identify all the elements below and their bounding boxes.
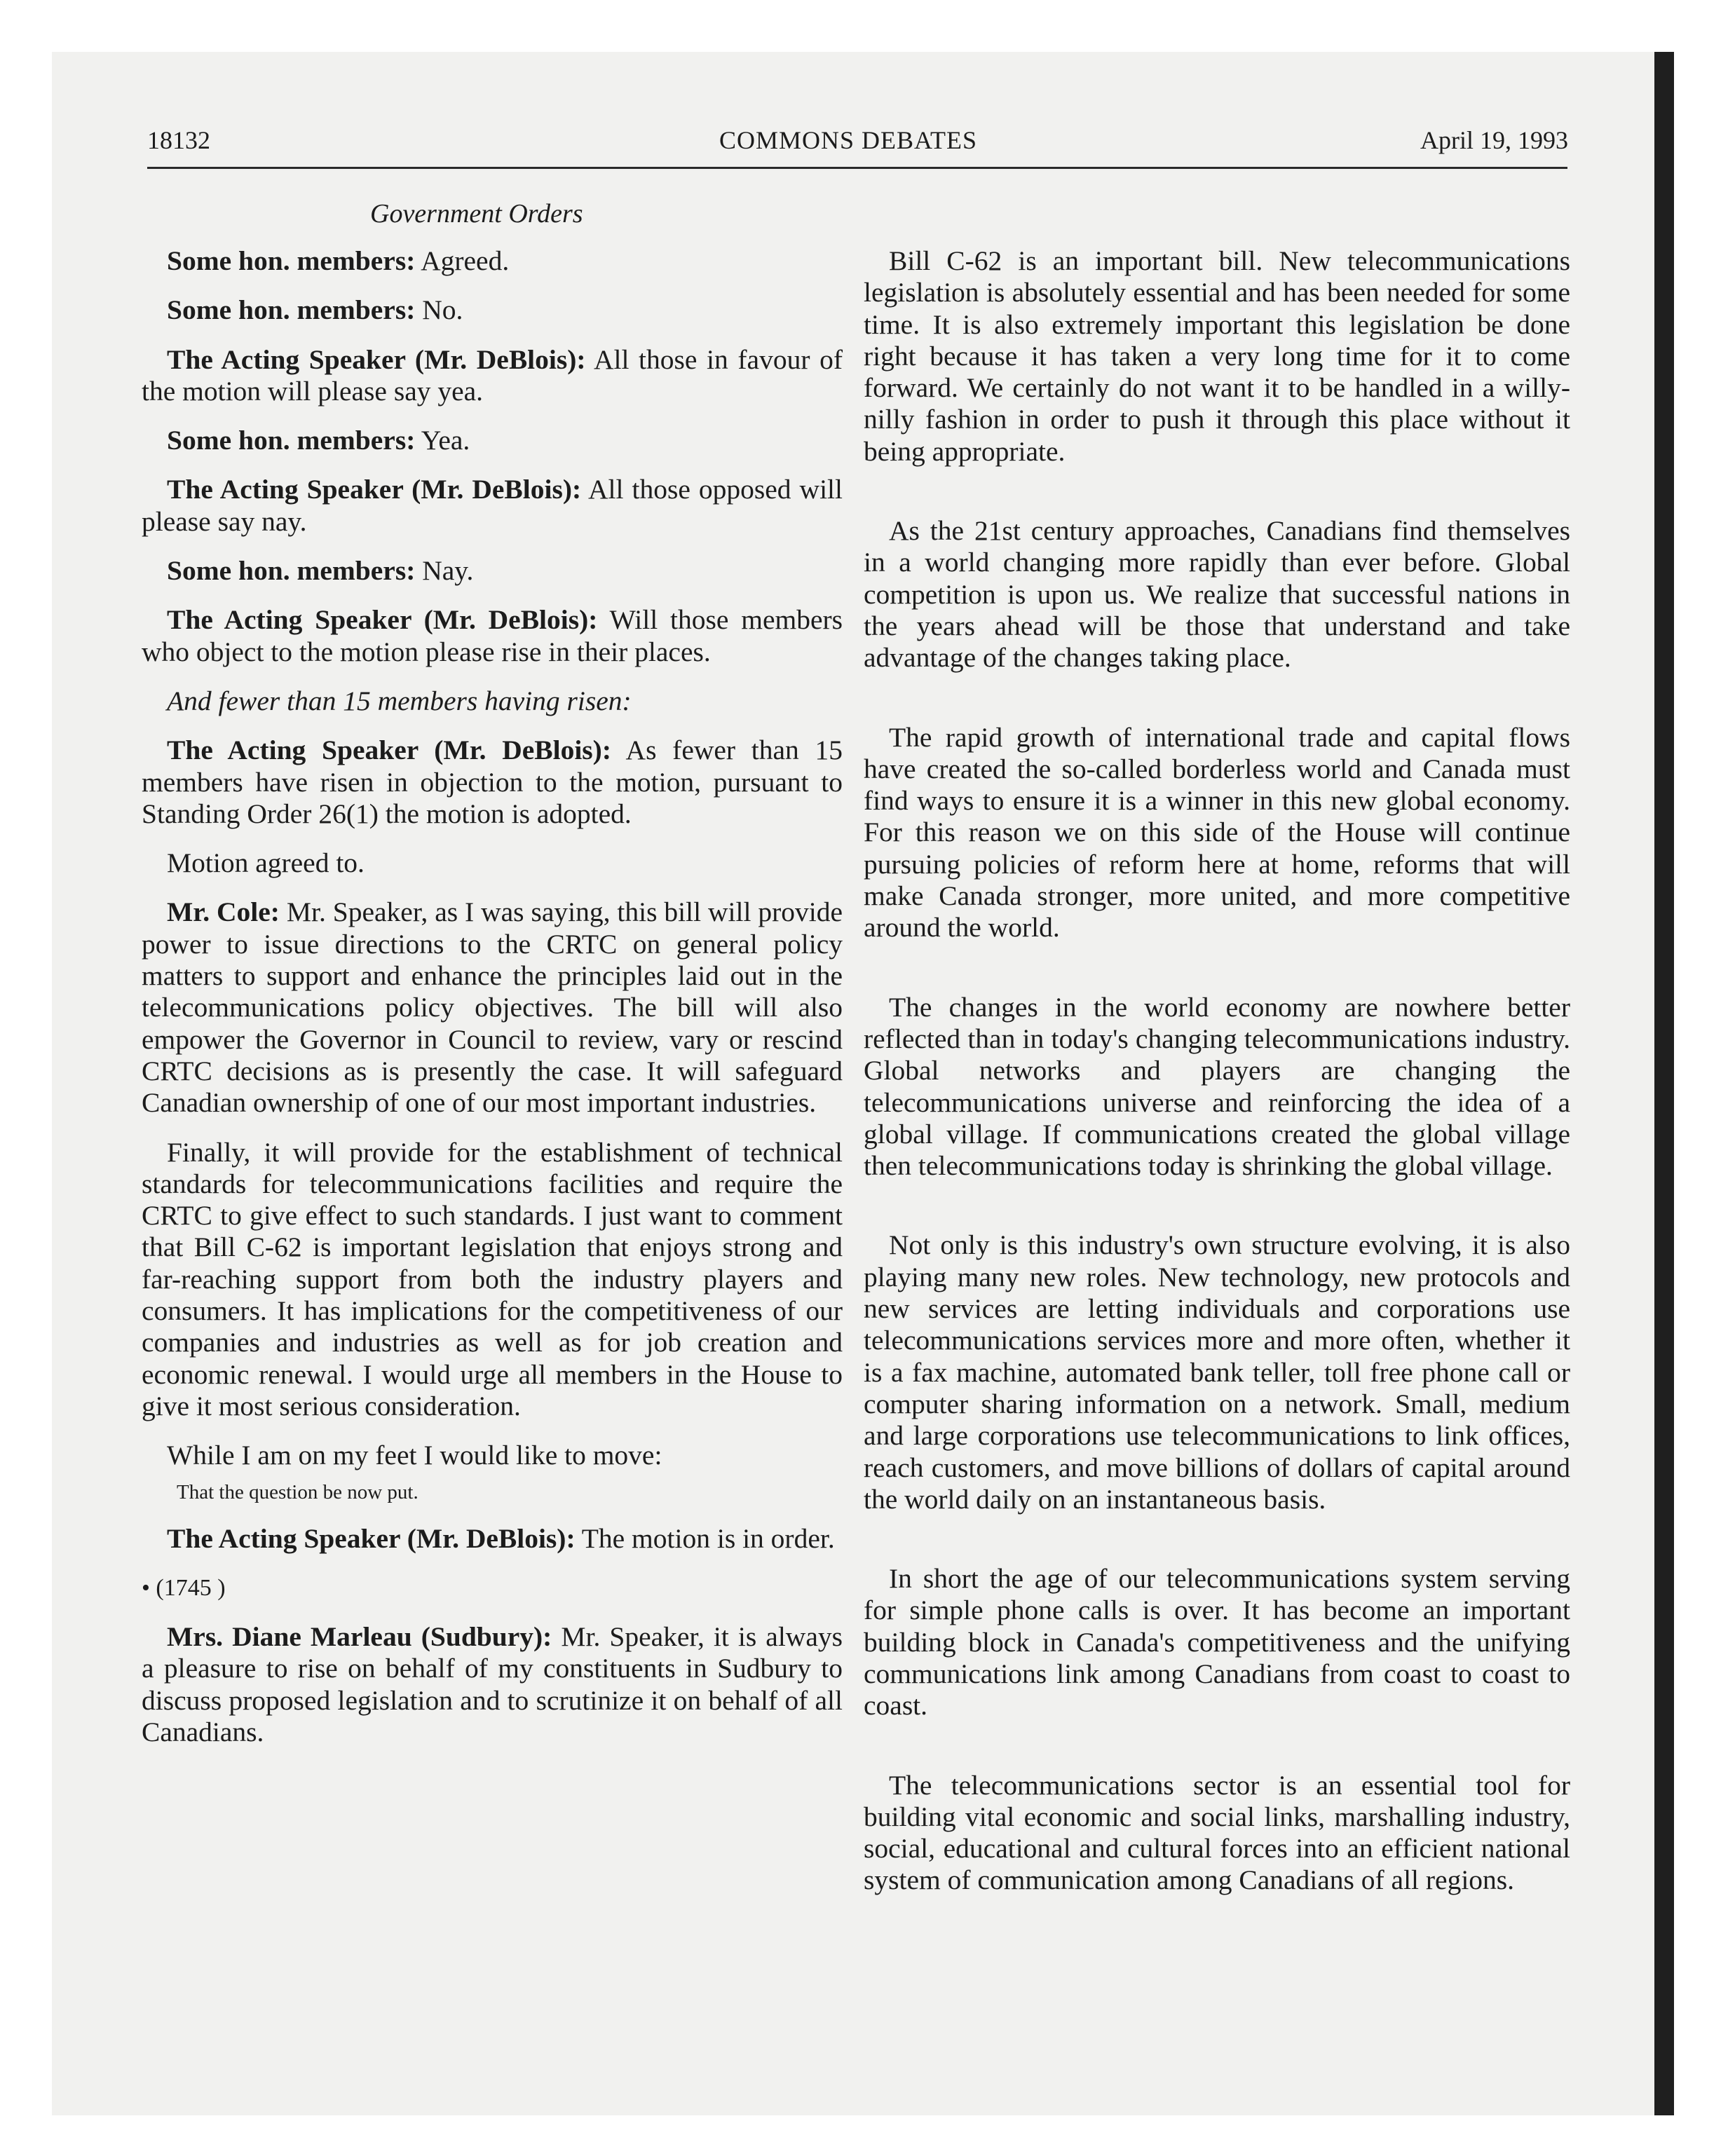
speaker-name: Mr. Cole: [167, 896, 280, 928]
right-column [864, 245, 1570, 1944]
header-date: April 19, 1993 [1420, 126, 1568, 154]
section-title: Government Orders [370, 199, 583, 228]
paragraph: The changes in the world economy are nowhere better reflected than in today's changing telecommunications industry. Global networks and players are changing the telecommunications universe and reinforcing the idea of a global village. If communications created the global village then telecommunications today is shrinking the global village. [864, 991, 1570, 1182]
speech-text: Mr. Speaker, it is always a pleasure to rise on behalf of my constituents in Sudbury to discuss proposed legislation and to scrutinize it on behalf of all Canadians. [142, 1621, 843, 1747]
speaker-name: The Acting Speaker (Mr. DeBlois): [167, 735, 611, 766]
motion-quote: That the question be now put. [177, 1480, 419, 1503]
page-number: 18132 [147, 126, 210, 154]
speech-text: All those opposed will please say nay. [142, 474, 843, 537]
speech-text: Mr. Speaker, as I was saying, this bill will provide power to issue directions to the CRTC on general policy matters to support and enhance the principles laid out in the telecommunications policy objectives. The bill will also empower the Governor in Council to review, vary or rescind CRTC decisions as is presently the case. It will safeguard Canadian ownership of one of our most important industries. [142, 896, 843, 1119]
speaker-name: Some hon. members: [167, 425, 416, 456]
time-marker: • (1745 ) [142, 1574, 226, 1601]
speaker-name: Mrs. Diane Marleau (Sudbury): [167, 1621, 552, 1653]
paragraph: While I am on my feet I would like to move: [167, 1440, 662, 1471]
header-rule [147, 167, 1567, 169]
speaker-name: The Acting Speaker (Mr. DeBlois): [167, 1522, 576, 1554]
paragraph: The telecommunications sector is an essential tool for building vital economic and social links, marshalling industry, social, educational and cultural forces into an efficient national system of communication among Canadians of all regions. [864, 1769, 1570, 1896]
speaker-name: The Acting Speaker (Mr. DeBlois): [167, 604, 598, 636]
speech-text: Will those members who object to the motion please rise in their places. [142, 604, 843, 667]
paragraph [142, 344, 843, 408]
paragraph [142, 474, 843, 538]
speech-text: No. [415, 294, 463, 326]
paragraph: Finally, it will provide for the establishment of technical standards for telecommunications facilities and require the CRTC to give effect to such standards. I just want to comment that Bill C-62 is important legislation that enjoys strong and far-reaching support from both the industry players and consumers. It has implications for the competitiveness of our companies and industries as well as for job creation and economic renewal. I would urge all members in the House to give it most serious consideration. [142, 1136, 843, 1421]
speaker-name: The Acting Speaker (Mr. DeBlois): [167, 343, 586, 375]
paragraph [142, 1523, 843, 1555]
paragraph [142, 294, 843, 326]
paragraph [142, 604, 843, 668]
speech-text: All those in favour of the motion will please say yea. [142, 343, 843, 407]
speech-text: As fewer than 15 members have risen in objection to the motion, pursuant to Standing Order 26(1) the motion is adopted. [142, 735, 843, 829]
paragraph: In short the age of our telecommunications system serving for simple phone calls is over. It has become an important building block in Canada's competitiveness and the unifying communications link among Canadians from coast to coast to coast. [864, 1563, 1570, 1721]
speech-text: Nay. [415, 555, 474, 587]
speech-text: Yea. [415, 425, 470, 456]
speaker-name: The Acting Speaker (Mr. DeBlois): [167, 474, 582, 505]
speaker-name: Some hon. members: [167, 294, 416, 326]
stage-direction: And fewer than 15 members having risen: [167, 685, 632, 716]
journal-title: COMMONS DEBATES [719, 126, 978, 154]
speaker-name: Some hon. members: [167, 245, 416, 276]
paragraph: Bill C-62 is an important bill. New telecommunications legislation is absolutely essential and has been needed for some time. It is also extremely important this legislation be done right because it has taken a very long time for it to come forward. We certainly do not want it to be handled in a willy-nilly fashion in order to push it through this place without it being appropriate. [864, 245, 1570, 467]
speaker-name: Some hon. members: [167, 555, 416, 587]
motion-result: Motion agreed to. [167, 847, 365, 879]
scan-edge-shadow [1654, 52, 1674, 2115]
paragraph: The rapid growth of international trade and capital flows have created the so-called borderless world and Canada must find ways to ensure it is a winner in this new global economy. For this reason we on this side of the House will continue pursuing policies of reform here at home, reforms that will make Canada stronger, more united, and more competitive around the world. [864, 721, 1570, 943]
paragraph [142, 1621, 843, 1748]
paragraph [142, 555, 843, 587]
paragraph [142, 735, 843, 830]
paragraph: Not only is this industry's own structure evolving, it is also playing many new roles. New technology, new protocols and new services are letting individuals and corporations use telecommunications services more and more often, whether it is a fax machine, automated bank teller, toll free phone call or computer sharing information on a network. Small, medium and large corporations use telecommunications to link offices, reach customers, and move billions of dollars of capital around the world daily on an instantaneous basis. [864, 1229, 1570, 1515]
speech-text: Agreed. [415, 245, 510, 276]
paragraph [142, 245, 843, 277]
left-column [142, 245, 843, 1766]
paragraph [142, 425, 843, 456]
paragraph [142, 896, 843, 1119]
speech-text: The motion is in order. [575, 1522, 835, 1554]
paragraph: As the 21st century approaches, Canadians find themselves in a world changing more rapidly than ever before. Global competition is upon us. We realize that successful nations in the years ahead will be those that understand and take advantage of the changes taking place. [864, 515, 1570, 674]
